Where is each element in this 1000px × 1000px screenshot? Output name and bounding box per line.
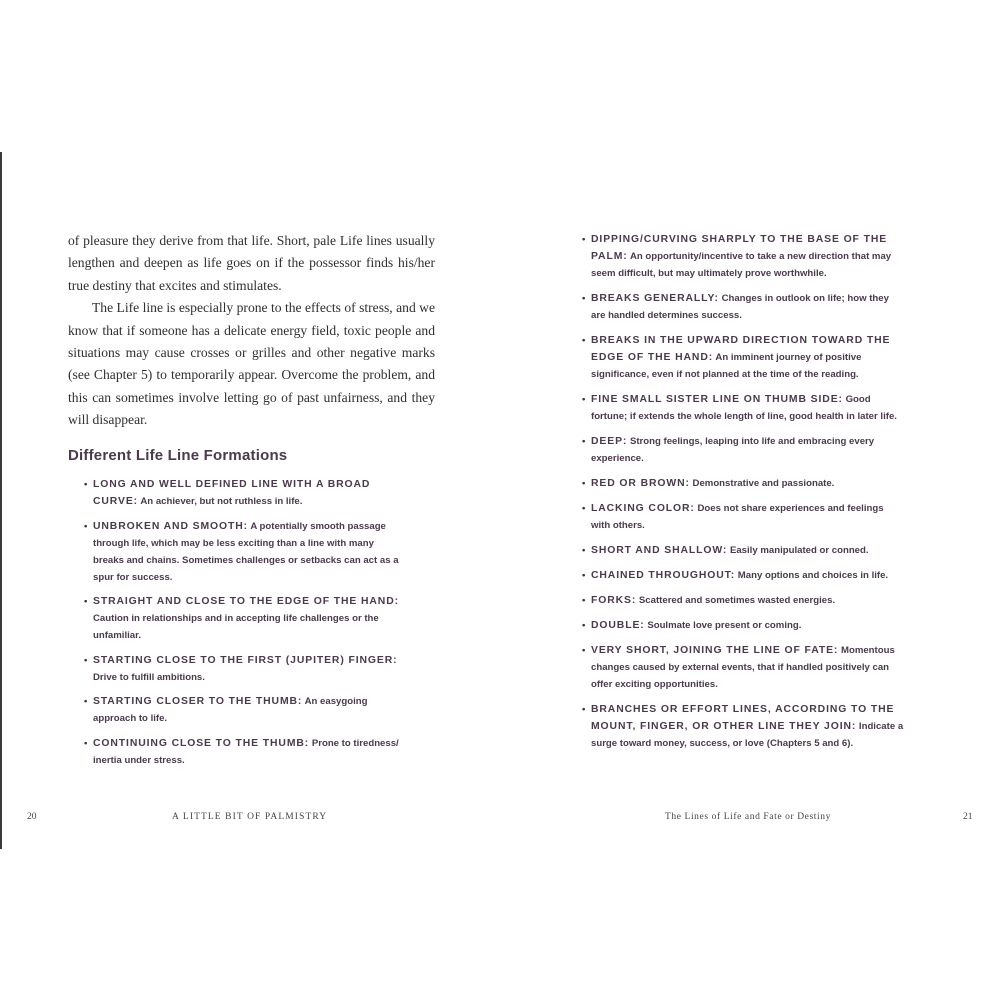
item-description: An achiever, but not ruthless in life. — [140, 496, 303, 507]
bullet-icon: • — [582, 436, 586, 447]
bullet-icon: • — [84, 596, 88, 607]
item-label: BRANCHES OR EFFORT LINES, ACCORDING TO THE MOUNT, FINGER, OR OTHER LINE THEY JOIN: — [591, 704, 895, 732]
list-item — [582, 542, 904, 559]
list-item — [582, 701, 904, 752]
item-description: Drive to fulfill ambitions. — [93, 671, 205, 683]
bullet-icon: • — [582, 478, 586, 489]
list-item — [582, 592, 904, 609]
item-description: Soulmate love present or coming. — [647, 620, 802, 631]
bullet-icon: • — [84, 696, 88, 707]
section-heading: Different Life Line Formations — [68, 447, 288, 464]
item-label: FINE SMALL SISTER LINE ON THUMB SIDE: — [591, 394, 843, 405]
bullet-icon: • — [84, 479, 88, 490]
body-text — [68, 230, 435, 432]
page-number: 20 — [27, 812, 37, 822]
list-item — [84, 593, 404, 644]
item-label: SHORT AND SHALLOW: — [591, 545, 728, 556]
item-description: Changes in outlook on life; how they are handled determines success. — [591, 293, 889, 321]
right-page — [500, 0, 1000, 1000]
list-item — [582, 332, 904, 383]
item-description: Good fortune; if extends the whole length of line, good health in later life. — [591, 394, 897, 422]
formation-list-left — [84, 476, 404, 776]
bullet-icon: • — [582, 704, 586, 715]
bullet-icon: • — [582, 620, 586, 631]
item-label: FORKS: — [591, 595, 637, 606]
item-label: STRAIGHT AND CLOSE TO THE EDGE OF THE HAND: — [93, 596, 399, 607]
list-item — [84, 693, 404, 727]
running-head: A LITTLE BIT OF PALMISTRY — [172, 812, 328, 822]
bullet-icon: • — [84, 520, 88, 532]
item-description: Many options and choices in life. — [737, 570, 889, 581]
page-number: 21 — [963, 812, 973, 822]
bullet-icon: • — [582, 545, 586, 556]
bullet-icon: • — [582, 645, 586, 656]
item-label: UNBROKEN AND SMOOTH: — [93, 520, 248, 532]
item-description: Indicate a surge toward money, success, or love (Chapters 5 and 6). — [591, 721, 904, 749]
item-description: Momentous changes caused by external events, that if handled positively can offer exciting opportunities. — [591, 645, 895, 690]
paragraph: of pleasure they derive from that life. Short, pale Life lines usually lengthen and deepen as life goes on if the possessor finds his/her true destiny that excites and stimulates. — [68, 233, 435, 293]
bullet-icon: • — [582, 293, 586, 304]
item-label: BREAKS GENERALLY: — [591, 293, 719, 304]
list-item — [582, 231, 904, 282]
bullet-icon: • — [582, 394, 586, 405]
paragraph: The Life line is especially prone to the effects of stress, and we know that if someone has a delicate energy field, toxic people and situations may cause crosses or grilles and other negative marks (see Chapter 5) to temporarily appear. Overcome the problem, and this can sometimes involve letting go of past unfairness, and they will disappear. — [68, 300, 435, 428]
item-description: Prone to tiredness/ inertia under stress. — [93, 737, 399, 766]
item-description: Does not share experiences and feelings with others. — [591, 503, 884, 531]
bullet-icon: • — [582, 335, 586, 346]
formation-list-right — [582, 231, 904, 760]
bullet-icon: • — [582, 595, 586, 606]
bullet-icon: • — [582, 503, 586, 514]
bullet-icon: • — [84, 654, 88, 666]
item-label: STARTING CLOSER TO THE THUMB: — [93, 696, 303, 707]
item-description: Strong feelings, leaping into life and embracing every experience. — [591, 436, 875, 464]
item-label: VERY SHORT, JOINING THE LINE OF FATE: — [591, 645, 839, 656]
list-item — [582, 567, 904, 584]
list-item — [582, 290, 904, 324]
list-item — [84, 476, 404, 510]
item-description: Caution in relationships and in accepting life challenges or the unfamiliar. — [93, 613, 379, 641]
item-description: An easygoing approach to life. — [93, 696, 368, 724]
item-label: DEEP: — [591, 436, 628, 447]
item-label: BREAKS IN THE UPWARD DIRECTION TOWARD THE EDGE OF THE HAND: — [591, 335, 891, 363]
item-description: An opportunity/incentive to take a new direction that may seem difficult, but may ultimately prove worthwhile. — [591, 251, 892, 279]
item-label: DIPPING/CURVING SHARPLY TO THE BASE OF THE PALM: — [591, 234, 888, 262]
bullet-icon: • — [582, 234, 586, 245]
item-label: RED OR BROWN: — [591, 478, 690, 489]
item-description: A potentially smooth passage through life, which may be less exciting than a line with many breaks and chains. Sometimes challenges or setbacks can act as a spur for success. — [93, 520, 399, 583]
list-item — [582, 500, 904, 534]
bullet-icon: • — [84, 737, 88, 749]
item-description: Scattered and sometimes wasted energies. — [638, 595, 836, 606]
list-item — [582, 391, 904, 425]
list-item — [84, 652, 404, 686]
item-description: Demonstrative and passionate. — [692, 478, 835, 489]
list-item — [582, 642, 904, 693]
bullet-icon: • — [582, 570, 586, 581]
item-label: DOUBLE: — [591, 620, 645, 631]
item-label: CHAINED THROUGHOUT: — [591, 570, 736, 581]
running-head: The Lines of Life and Fate or Destiny — [665, 812, 831, 822]
item-description: An imminent journey of positive significance, even if not planned at the time of the reading. — [591, 352, 862, 380]
item-label: LACKING COLOR: — [591, 503, 695, 514]
item-label: LONG AND WELL DEFINED LINE WITH A BROAD CURVE: — [93, 479, 371, 507]
list-item — [84, 518, 404, 586]
item-description: Easily manipulated or conned. — [729, 545, 869, 556]
list-item — [582, 433, 904, 467]
item-label: CONTINUING CLOSE TO THE THUMB: — [93, 737, 310, 749]
list-item — [84, 735, 404, 769]
list-item — [582, 475, 904, 492]
list-item — [582, 617, 904, 634]
item-label: STARTING CLOSE TO THE FIRST (JUPITER) FINGER: — [93, 654, 398, 666]
